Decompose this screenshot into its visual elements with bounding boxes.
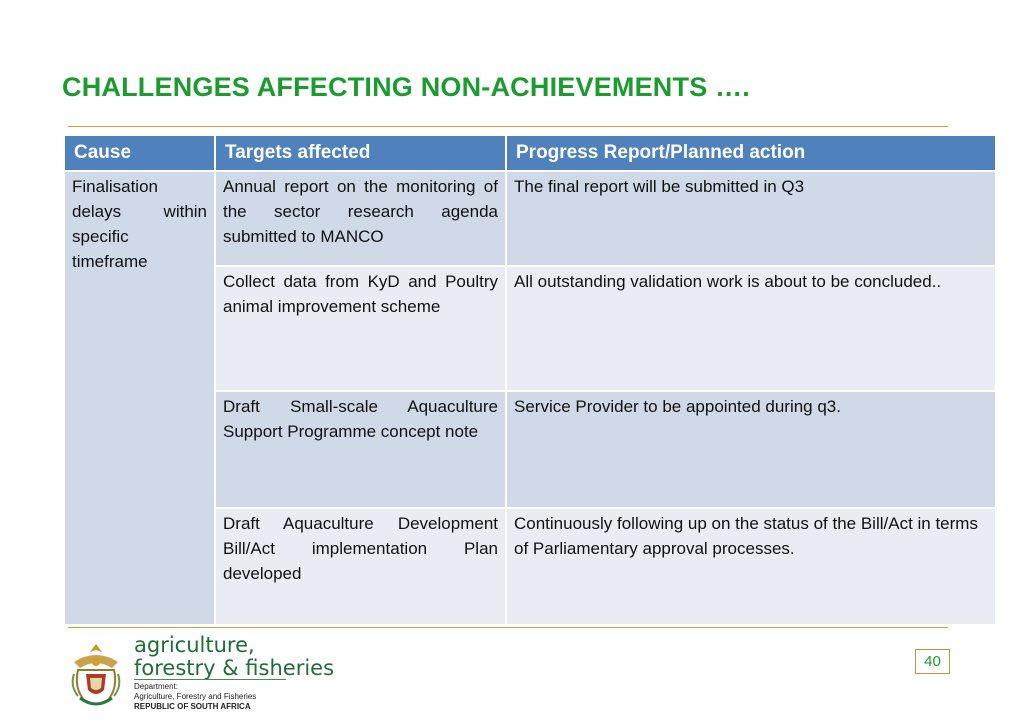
target-cell: Draft Small-scale Aquaculture Support Programme concept note bbox=[215, 391, 506, 508]
header-targets: Targets affected bbox=[215, 135, 506, 171]
department-divider bbox=[134, 679, 286, 680]
department-name-line2: forestry & fisheries bbox=[134, 656, 335, 680]
country-name: REPUBLIC OF SOUTH AFRICA bbox=[134, 702, 251, 711]
table-header-row bbox=[64, 135, 996, 171]
progress-cell: Service Provider to be appointed during q3. bbox=[506, 391, 996, 508]
slide-title: CHALLENGES AFFECTING NON-ACHIEVEMENTS …. bbox=[62, 72, 751, 102]
progress-cell: Continuously following up on the status of the Bill/Act in terms of Parliamentary approval processes. bbox=[506, 508, 996, 625]
department-full-name: Agriculture, Forestry and Fisheries bbox=[134, 692, 257, 701]
target-cell: Draft Aquaculture Development Bill/Act implementation Plan developed bbox=[215, 508, 506, 625]
table-row bbox=[64, 171, 996, 266]
header-cause: Cause bbox=[64, 135, 215, 171]
header-progress: Progress Report/Planned action bbox=[506, 135, 996, 171]
progress-cell: The final report will be submitted in Q3 bbox=[506, 171, 996, 266]
bottom-divider bbox=[68, 627, 948, 628]
cause-cell: Finalisation delays within specific timeframe bbox=[64, 171, 215, 625]
challenges-table bbox=[63, 134, 997, 626]
department-details bbox=[134, 682, 256, 712]
target-cell: Collect data from KyD and Poultry animal improvement scheme bbox=[215, 266, 506, 391]
coat-of-arms-icon bbox=[68, 640, 124, 712]
department-label: Department: bbox=[134, 682, 179, 691]
progress-cell: All outstanding validation work is about to be concluded.. bbox=[506, 266, 996, 391]
department-name bbox=[134, 634, 334, 680]
page-number: 40 bbox=[915, 649, 950, 674]
target-cell: Annual report on the monitoring of the sector research agenda submitted to MANCO bbox=[215, 171, 506, 266]
top-divider bbox=[68, 126, 948, 127]
department-name-line1: agriculture, bbox=[134, 633, 255, 657]
